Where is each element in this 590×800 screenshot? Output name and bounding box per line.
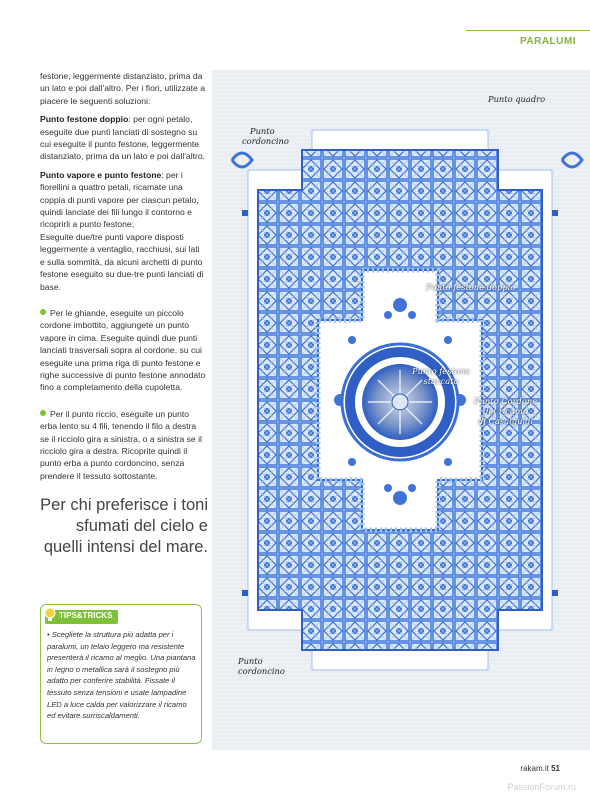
- label-line: Punto festone: [412, 366, 471, 376]
- paragraph: [40, 408, 206, 482]
- watermark: PassionForum.ru: [507, 782, 576, 792]
- paragraph: [40, 307, 206, 394]
- paragraph-text: Eseguite due/tre punti vapore disposti leggermente a ventaglio, racchiusi, sui lati e sulla sommità, da alcuni archetti di punto festone eseguito su due-tre punti lanciati di base.: [40, 231, 204, 292]
- paragraph-heading: Punto vapore e punto festone: [40, 169, 162, 180]
- paragraph: [40, 169, 206, 231]
- label-punto-quadro: Punto quadro: [488, 94, 546, 104]
- bullet-icon: [40, 410, 46, 416]
- bullet-icon: [40, 309, 46, 315]
- tips-header: [45, 610, 118, 624]
- lightbulb-icon: [43, 607, 57, 623]
- label-line: Punto: [250, 126, 275, 136]
- embroidery-photo: [212, 70, 590, 750]
- tips-title: TIPS&TRICKS: [59, 611, 113, 620]
- label-festone-staccato: [412, 366, 470, 386]
- page-footer: [520, 764, 560, 773]
- tips-box: [40, 604, 202, 744]
- label-line: cordoncino: [242, 136, 289, 146]
- paragraph-text: : per i fiorellini a quattro petali, ricamate una coppia di punti vapore per ciascun petalo, quindi lanciate dei fili lungo il contorno e ricoprirli a punto festone;: [40, 169, 199, 230]
- label-festone-doppio: Punto festone doppio: [426, 282, 516, 292]
- label-line: cordoncino: [238, 666, 285, 676]
- paragraph-text: festone, leggermente distanziato, prima da un lato e poi dall'altro. Per i fiori, utilizzate a piacere le seguenti soluzioni:: [40, 71, 206, 106]
- label-line: Punto Cordone: [474, 396, 538, 406]
- site-name: rakam.it: [520, 764, 549, 773]
- paragraph: [40, 231, 206, 293]
- paragraph-heading: Punto festone doppio: [40, 114, 129, 125]
- paragraph-text: Per il punto riccio, eseguite un punto erba lento su 4 fili, tenendo il filo a destra se il ricciolo gira a sinistra, o a sinistra se il ricciolo gira a destra. Ricoprite quindi il punto erba a punto cordoncino, senza prendere il tessuto sottostante.: [40, 408, 202, 481]
- label-line: Punto: [238, 656, 263, 666]
- label-line: del ricamo: [483, 406, 528, 416]
- article-body: [40, 70, 206, 488]
- tips-text: • Scegliete la struttura più adatta per i paralumi, un telaio leggero ma resistente presenterà il ricamo al meglio. Una piantana in legno o metallica sarà il sostegno più adatto per conferire stabilità. Fissate il tessuto senza tensioni e usate lampadine LED a luce calda per valorizzare il ricamo ed evitare surriscaldamenti.: [47, 630, 196, 721]
- label-punto-cordoncino-bottom: [238, 656, 285, 676]
- pull-quote: Per chi preferisce i toni sfumati del cielo e quelli intensi del mare.: [40, 496, 208, 556]
- section-header: [466, 30, 590, 47]
- paragraph-text: : per ogni petalo, eseguite due punti lanciati di sostegno su cui eseguite il punto festone, leggermente distanziato, prima da un lato e poi dall'altro.: [40, 114, 206, 162]
- label-line: staccato: [423, 376, 459, 386]
- paragraph: [40, 113, 206, 163]
- label-cordone-casalguidi: [474, 396, 537, 426]
- paragraph: [40, 70, 206, 107]
- section-title: PARALUMI: [519, 36, 576, 47]
- page-number: 51: [551, 764, 560, 773]
- label-line: di Casalguidi: [478, 416, 534, 426]
- paragraph-text: Per le ghiande, eseguite un piccolo cordone imbottito, aggiungete un punto vapore in cima. Eseguite quindi due punti lanciati trasversali sopra al cordone, su cui eseguite una prima riga di punto festone e righe successive di punto festone annodato fino a completamento della cupoletta.: [40, 307, 206, 393]
- label-punto-cordoncino-top: [242, 126, 289, 146]
